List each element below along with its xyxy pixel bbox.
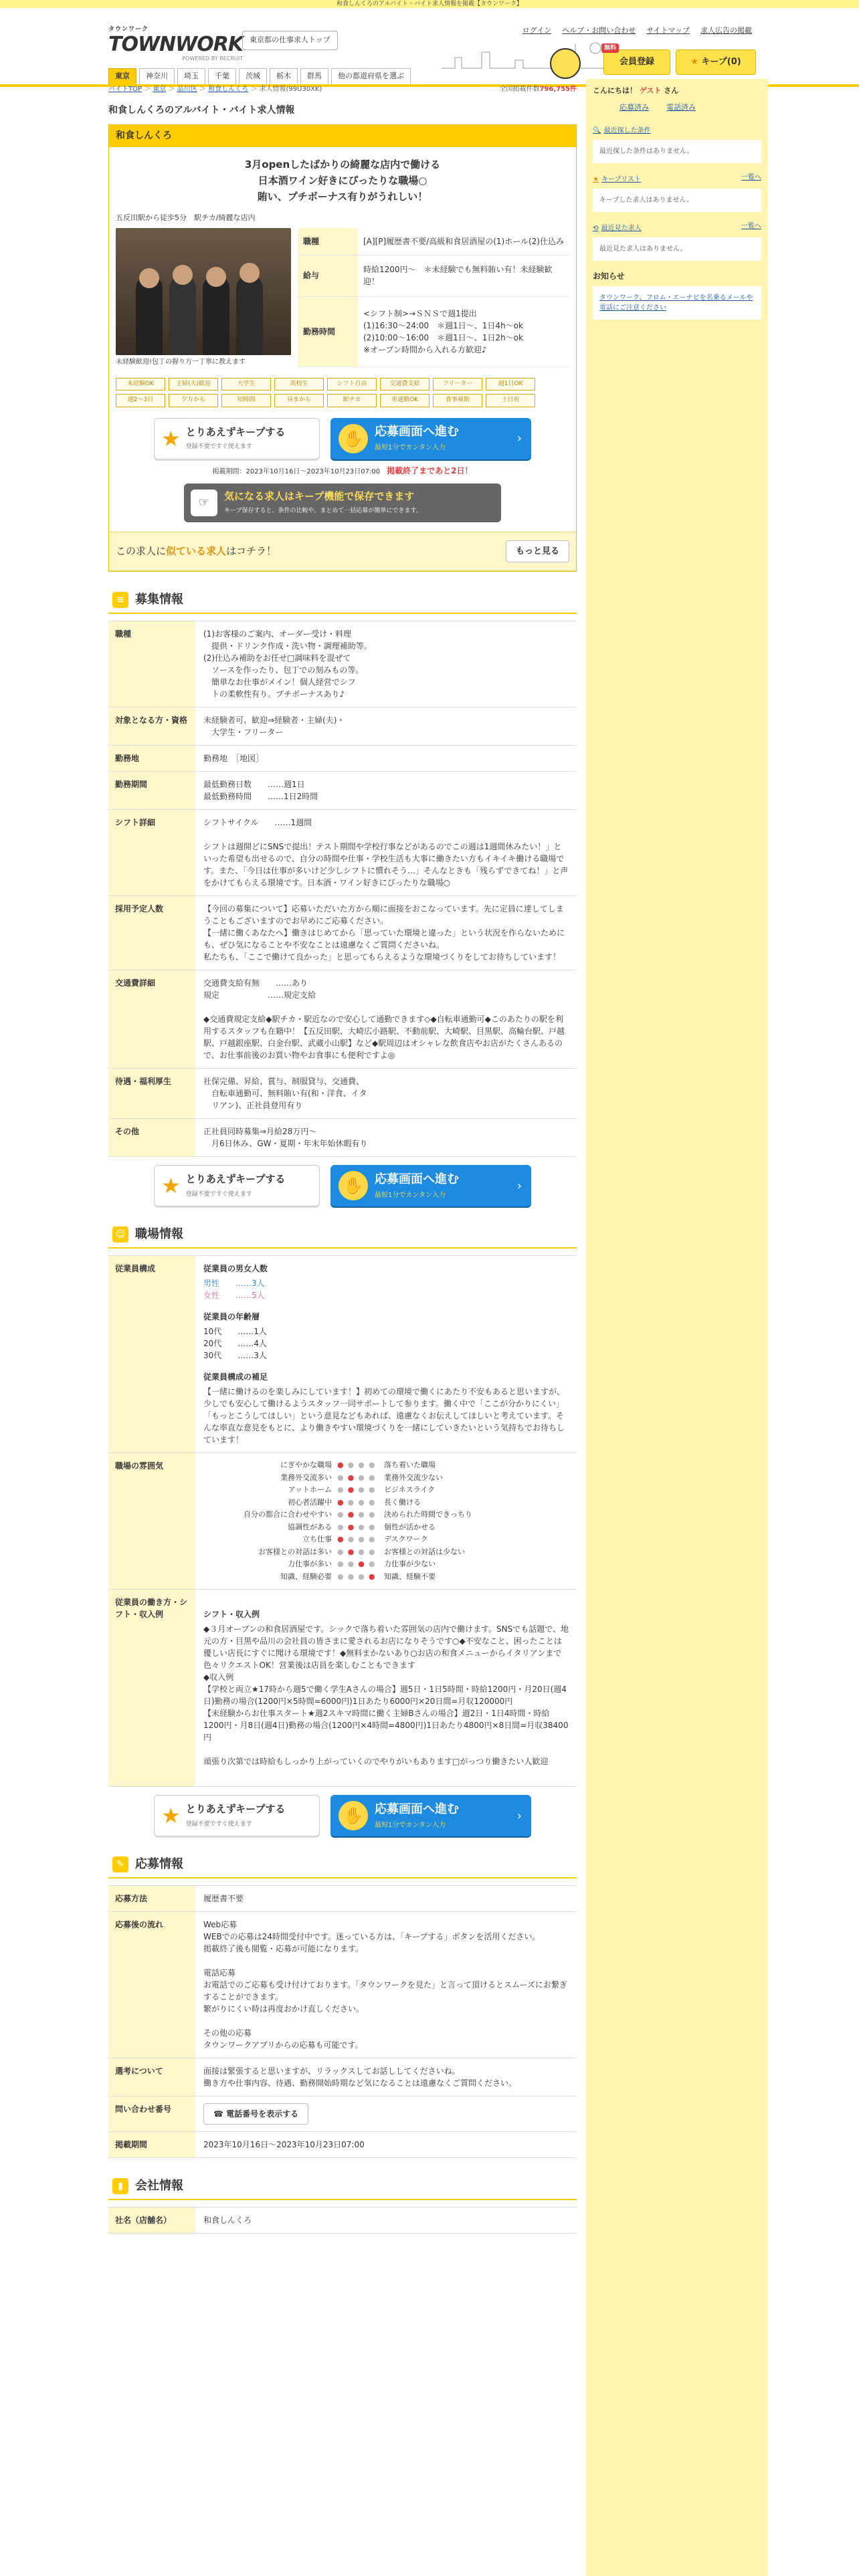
- register-button[interactable]: [603, 45, 670, 75]
- register-label: 会員登録: [619, 57, 654, 67]
- keep-list-link[interactable]: 一覧へ: [741, 174, 761, 181]
- chevron-right-icon: ›: [516, 1178, 522, 1193]
- help-link[interactable]: ヘルプ・お問い合わせ: [562, 26, 636, 35]
- mascot-icon: [550, 48, 581, 79]
- atmosphere-left-label: お客様との対話は多い: [258, 1547, 332, 1556]
- tag: 土日祝: [486, 394, 535, 407]
- tag: 週1日OK: [486, 378, 535, 391]
- area-top-button[interactable]: 東京都の仕事求人トップ: [242, 31, 338, 50]
- keep-button[interactable]: ★ とりあえずキープする 登録不要ですぐ使えます: [154, 418, 320, 459]
- keep-list-label: キープ(0): [701, 57, 741, 67]
- job-type: [A][P]履歴書不要/高級和食居酒屋の(1)ホール(2)仕込み: [358, 228, 569, 255]
- female-count: 女性 ……5人: [203, 1291, 265, 1300]
- crumb-tokyo[interactable]: 東京: [153, 86, 167, 93]
- star-icon: ★: [161, 1803, 181, 1828]
- posting-period: 掲載期間：2023年10月16日〜2023年10月23日07:00 掲載終了まであと2日！: [212, 465, 473, 475]
- star-icon: ★: [161, 425, 181, 451]
- cta-row-1: [109, 418, 576, 459]
- atmosphere-right-label: 落ち着いた職場: [384, 1461, 436, 1469]
- main-content: [108, 84, 577, 2234]
- header-links: [522, 25, 752, 37]
- page-title: 和食しんくろのアルバイト・バイト求人情報: [108, 105, 295, 116]
- tag: 高校生: [274, 378, 324, 391]
- recent-search-box: 🔍 最近探した条件 最近探した条件はありません。: [593, 124, 761, 163]
- company-heading: ▮ 会社情報: [108, 2177, 577, 2200]
- hand-icon: ✋: [339, 1171, 368, 1200]
- show-phone-button[interactable]: ☎ 電話番号を表示する: [203, 2103, 308, 2125]
- tag: 短時間: [221, 394, 271, 407]
- staff-photo[interactable]: [116, 228, 291, 355]
- star-icon: ★: [593, 176, 599, 183]
- nav-ibaraki[interactable]: 茨城: [239, 68, 267, 85]
- atmosphere-right-label: デスクワーク: [384, 1535, 428, 1543]
- atmosphere-right-label: 知識、経験不要: [384, 1572, 436, 1581]
- atmosphere-dots: ●●●●: [337, 1461, 379, 1469]
- star-icon: ★: [690, 57, 698, 67]
- male-count: 男性 ……3人: [203, 1279, 265, 1288]
- crumb-current: 求人情報(99U30XK): [259, 86, 322, 93]
- greeting: こんにちは！ ゲスト さん: [593, 86, 679, 95]
- shop-name: 和食しんくろ: [109, 125, 576, 147]
- nav-tokyo[interactable]: 東京: [108, 68, 136, 85]
- hand-icon: ✋: [339, 424, 368, 453]
- star-icon: ★: [161, 1173, 181, 1198]
- apply-button[interactable]: ✋ 応募画面へ進む 最短1分でカンタン入力 ›: [330, 418, 531, 459]
- sitemap-link[interactable]: サイトマップ: [646, 26, 690, 35]
- tag: 夕方から: [169, 394, 218, 407]
- keep-list-button[interactable]: [676, 49, 756, 75]
- atmosphere-dots: ●●●●: [337, 1560, 379, 1568]
- history-icon: ⟲: [593, 225, 599, 232]
- atmosphere-left-label: 力仕事が多い: [288, 1560, 332, 1568]
- atmosphere-dots: ●●●●: [337, 1522, 379, 1531]
- apply-table: 応募方法 履歴書不要 応募後の流れ Web応募 WEBでの応募は24時間受付中です。迷っている方は、「キープする」ボタンを活用ください。 掲載終了後も閲覧・応募が可能になります。 電話応募 お電話でのご応募も受け付けております。「タウンワークを見た」と言って頂けるとスムーズにお繋ぎすることができます。 繁がりにくい時は再度おかけ直しください。 その他の応募 タウンワークアプリからの応募も可能です。 選考について 面接は緊張すると思いますが、リラックスしてお話ししてくださいね。 働き方や仕事内容、待遇、勤務開始時期など気になることは遠慮なくご質問ください。 問い合わせ番号 ☎ 電話番号を表示する 掲載期間 2023年10月16日〜2023年10月23日07:00: [108, 1885, 577, 2158]
- deadline-text: 掲載終了まであと2日！: [387, 465, 473, 475]
- atmosphere-left-label: 自分の都合に合わせやすい: [244, 1510, 332, 1519]
- company-table: 社名（店舗名） 和食しんくろ: [108, 2207, 577, 2234]
- notice-box: お知らせ タウンワーク、フロム・エーナビを名乗るメールや電話にご注意ください: [593, 270, 761, 320]
- atmosphere-right-label: お客様との対話は少ない: [384, 1547, 465, 1556]
- atmosphere-dots: ●●●●: [337, 1535, 379, 1543]
- sidebar: [586, 79, 768, 2576]
- atmosphere-left-label: 立ち仕事: [302, 1535, 332, 1543]
- atmosphere-dots: ●●●●: [337, 1473, 379, 1482]
- more-similar-button[interactable]: もっと見る: [506, 540, 569, 563]
- crumb-shop[interactable]: 和食しんくろ: [208, 86, 249, 93]
- logo-small: タウンワーク: [108, 26, 149, 33]
- atmosphere-dots: ●●●●: [337, 1510, 379, 1519]
- chevron-right-icon: ›: [516, 1808, 522, 1823]
- apply-button[interactable]: ✋ 応募画面へ進む 最短1分でカンタン入力 ›: [330, 1795, 531, 1836]
- nav-tochigi[interactable]: 栃木: [270, 68, 298, 85]
- atmosphere-left-label: 知識、経験必要: [280, 1572, 332, 1581]
- atmosphere-scale: [203, 1460, 569, 1582]
- atmosphere-right-label: 長く働ける: [384, 1497, 421, 1507]
- tag: 主婦(夫)歓迎: [169, 378, 218, 391]
- keep-feature-note: ☞ 気になる求人はキープ機能で保存できます キープ保存すると、条件の比較や、まとめて一括応募が簡単にできます。: [184, 484, 501, 522]
- tag: 昼まから: [274, 394, 324, 407]
- work-location[interactable]: 勤務地 ［地図］: [195, 746, 577, 772]
- recruit-heading: ≡ 募集情報: [108, 591, 577, 614]
- crumb-shinagawa[interactable]: 品川区: [177, 86, 197, 93]
- atmosphere-left-label: 業務外交流多い: [280, 1473, 332, 1482]
- atmosphere-left-label: にぎやかな職場: [280, 1461, 332, 1469]
- total-count: 全国掲載件数796,755件: [499, 86, 577, 93]
- cityscape-illustration: [442, 37, 622, 70]
- cta-row-2: [108, 1165, 577, 1206]
- nav-other-prefecture[interactable]: 他の都道府県を選ぶ: [331, 68, 411, 85]
- similar-jobs-bar: この求人に似ている求人はコチラ！ もっと見る: [109, 532, 576, 572]
- workplace-table: 従業員構成 従業員の男女人数 男性 ……3人 女性 ……5人 従業員の年齢層 10代 ……1人 20代 ……4人 30代 ……3人 従業員構成の補足 【一緒に働けるのを楽しみにしています！】初めての環境で働くにあたり不安もあると思いますが、少しでも安心して働けるようスタッフ一同サポートして参ります。働く中で「ここが分かりにくい」「もっとこうしてほしい」という意見などもあれば、遠慮なくお伝えしてほしいと考えています。そんな率直な意見をもとに、より働きやすい環境づくりを一緒にしていきたいという気持ちでお待ちしています！ 職場の雰囲気 にぎやかな職場 ●●●● 落ち着いた職場 業務外交流多い ●●●● 業務外交流少ない アットホーム ●●●● ビジネスライク 初心者活躍中 ●●●● 長く働ける 自分の都合に合わせやすい ●●●● 決められた時間できっちり 協調性がある ●●●● 個性が活かせる 立ち仕事 ●●●● デスクワーク お客様との対話は多い ●●●● お客様との対話は少ない 力仕事が多い ●●●● 力仕事が少ない 知識、経験必要 ●●●● 知識、経験不要 従業員の働き方・シフト・収入例 シフト・収入例 ◆３月オープンの和食居酒屋です。シックで落ち着いた雰囲気の店内で働けます。SNSでも話題で、地元の方・目黒や品川の会社員の皆さまに愛されるお店になりそうです○◆不安なこと、困ったことは優しい店長にすぐに聞ける環境です！◆無料まかないあり○お店の和食メニューからイタリアンまで色々リクエストOK！営業後は店員を楽しむこともできます ◆収入例 【学校と両立★17時から週5で働く学生Aさんの場合】週5日・1日5時間・時給1200円・月20日(週4日)勤務の場合(1200円×5時間=6000円)1日あたり6000円×20日間=月収120000円 【未経験からお仕事スタート★週2スキマ時間に働く主婦Bさんの場合】週2日・1日4時間・時給1200円・月8日(週4日)勤務の場合(1200円×4時間=4800円)1日あたり4800円×8日間=月収38400円 頑張り次第では時給もしっかり上がっていくのでやりがいもあります□がっつり働きたい人歓迎: [108, 1255, 577, 1787]
- summary-table: 職種 [A][P]履歴書不要/高級和食居酒屋の(1)ホール(2)仕込み 給与 時給1200円〜 ＊未経験でも無料賄い有！未経験歓迎！ 勤務時間 <シフト制>→ＳＮＳで週1提出 (1)16:30〜24:00 ＊週1日〜、1日4h〜ok (2)10:00〜16:00 ＊週1日〜、1日2h〜ok ※オープン時間から入れる方歓迎♪: [298, 228, 569, 367]
- applied-link[interactable]: 応募済み: [619, 102, 649, 112]
- called-link[interactable]: 電話済み: [666, 102, 696, 112]
- feature-tags: [109, 371, 576, 410]
- atmosphere-right-label: ビジネスライク: [384, 1485, 436, 1494]
- job-summary-card: [108, 124, 577, 572]
- search-icon: 🔍: [593, 127, 601, 134]
- document-icon: ≡: [112, 592, 128, 608]
- tag: フリーター: [433, 378, 482, 391]
- top-strip: 和食しんくろのアルバイト・バイト求人情報を掲載【タウンワーク】: [0, 0, 859, 8]
- photo-caption: 未経験歓迎!包丁の握り方一丁寧に教えます: [116, 358, 246, 366]
- atmosphere-dots: ●●●●: [337, 1485, 379, 1494]
- apply-heading: ✎ 応募情報: [108, 1855, 577, 1879]
- work-hours: <シフト制>→ＳＮＳで週1提出 (1)16:30〜24:00 ＊週1日〜、1日4h〜ok (2)10:00〜16:00 ＊週1日〜、1日2h〜ok ※オープン時間から入れる方歓迎♪: [358, 296, 569, 366]
- atmosphere-left-label: 初心者活躍中: [288, 1497, 332, 1507]
- site-header: [0, 8, 859, 80]
- tag: 大学生: [221, 378, 271, 391]
- people-icon: ☺: [112, 1226, 128, 1243]
- atmosphere-right-label: 力仕事が少ない: [384, 1560, 436, 1568]
- tag: 交通費支給: [380, 378, 430, 391]
- nav-saitama[interactable]: 埼玉: [177, 68, 205, 85]
- recently-viewed-box: ⟲ 最近見た求人 一覧へ 最近見た求人はありません。: [593, 221, 761, 261]
- bookmark-icon: ▮: [112, 2178, 128, 2194]
- keep-button[interactable]: ★ とりあえずキープする 登録不要ですぐ使えます: [154, 1165, 320, 1206]
- nav-chiba[interactable]: 千葉: [208, 68, 236, 85]
- tag: 駅チカ: [327, 394, 377, 407]
- keep-list-box: ★ キープリスト 一覧へ キープした求人はありません。: [593, 173, 761, 212]
- prefecture-nav: [108, 68, 411, 85]
- crumb-top[interactable]: バイトTOP: [108, 86, 142, 93]
- keep-button[interactable]: ★ とりあえずキープする 登録不要ですぐ使えます: [154, 1795, 320, 1836]
- phone-icon: ☎: [213, 2109, 223, 2119]
- catch-copy: 3月openしたばかりの綺麗な店内で働ける 日本酒ワイン好きにぴったりな職場○ 賄い、プチボーナス有りがうれしい！: [244, 158, 441, 203]
- pencil-icon: ✎: [112, 1856, 128, 1872]
- atmosphere-right-label: 個性が活かせる: [384, 1522, 436, 1531]
- logo-text: TOWNWORK: [108, 32, 244, 56]
- atmosphere-dots: ●●●●: [337, 1497, 379, 1507]
- access-text: 五反田駅から徒歩5分 駅チカ/綺麗な店内: [116, 213, 256, 222]
- chevron-right-icon: ›: [516, 431, 522, 445]
- tag: 週2〜3日: [116, 394, 165, 407]
- tag: シフト自由: [327, 378, 377, 391]
- tag: 車通勤OK: [380, 394, 430, 407]
- viewed-list-link[interactable]: 一覧へ: [741, 223, 761, 230]
- apply-button[interactable]: ✋ 応募画面へ進む 最短1分でカンタン入力 ›: [330, 1165, 531, 1206]
- atmosphere-right-label: 決められた時間できっちり: [384, 1510, 472, 1519]
- recruit-table: 職種 (1)お客様のご案内、オーダー受け・料理 提供・ドリンク作成・洗い物・調理補助等。 (2)仕込み補助をお任せ□調味料を混ぜて ソースを作ったり、包丁での刻みもの等。 簡単なお仕事がメイン！個人経営でシフ トの柔軟性有り。プチボーナスあり♪ 対象となる方・資格 未経験者可、歓迎⇒経験者・主婦(夫)・ 大学生・フリーター 勤務地 勤務地 ［地図］ 勤務期間 最低勤務日数 ……週1日 最低勤務時間 ……1日2時間 シフト詳細 シフトサイクル ……1週間 シフトは週開どにSNSで提出！テスト期間や学校行事などがあるのでこの週は1週間休みたい！」といった希望も出せるので、自分の時間や仕事・学校生活も大事に働きたい方もイキイキ働ける職場です。また、「今日は仕事が多いけど少しシフトに慣れそう…」そんなときも「残らずできてね！」と声をかけてもらえる環境です。日本酒・ワイン好きにぴったりな職場○ 採用予定人数 【今回の募集について】応募いただいた方から順に面接をおこなっています。先に定員に達してしまうこともございますのでお早めにご応募ください。 【一緒に働くあなたへ】働きはじめてから「思っていた環境と違った」という状況を作らないためにも、ぜひ気になることや不安なことは遠慮なくご質問くださいね。 私たちも、「ここで働けて良かった」と思ってもらえるような環境づくりをしてお待ちしています！ 交通費詳細 交通費支給有無 ……あり 規定 ……規定支給 ◆交通費規定支給◆駅チカ・駅近なので安心して通勤できます◇◆自転車通勤可◆このあたりの駅を利用するスタッフも在籍中！【五反田駅、大崎広小路駅、不動前駅、大崎駅、目黒駅、高輪台駅、戸越駅、戸越銀座駅、白金台駅、武蔵小山駅】など◆駅周辺はオシャレな飲食店やお店がたくさんあるので、お仕事前後のお買い物やお食事にも便利ですよ◎ 待遇・福利厚生 社保完備、昇給、賞与、制服貸与、交通費、 自転車通勤可、無料賄い有(和・洋食、イタ リアン)、正社員登用有り その他 正社員同時募集⇒月給28万円〜 月6日休み、GW・夏期・年末年始休暇有り: [108, 621, 577, 1157]
- total-count-value: 796,755件: [539, 86, 577, 93]
- nav-gunma[interactable]: 群馬: [300, 68, 328, 85]
- hand-icon: ☞: [191, 490, 217, 516]
- townwork-logo[interactable]: [108, 25, 243, 63]
- logo-by: POWERED BY RECRUIT: [182, 55, 244, 62]
- atmosphere-right-label: 業務外交流少ない: [384, 1473, 443, 1482]
- atmosphere-dots: ●●●●: [337, 1572, 379, 1581]
- notice-link[interactable]: タウンワーク、フロム・エーナビを名乗るメールや電話にご注意ください: [593, 286, 761, 320]
- post-ad-link[interactable]: 求人広告の掲載: [700, 26, 752, 35]
- atmosphere-dots: ●●●●: [337, 1547, 379, 1556]
- salary: 時給1200円〜 ＊未経験でも無料賄い有！未経験歓迎！: [358, 255, 569, 296]
- nav-kanagawa[interactable]: 神奈川: [139, 68, 175, 85]
- atmosphere-left-label: 協調性がある: [288, 1522, 332, 1531]
- cta-row-3: [108, 1795, 577, 1836]
- breadcrumb: バイトTOP ＞ 東京 ＞ 品川区 ＞ 和食しんくろ ＞ 求人情報(99U30XK) 全国掲載件数796,755件: [108, 86, 577, 93]
- atmosphere-left-label: アットホーム: [288, 1485, 332, 1494]
- login-link[interactable]: ログイン: [522, 26, 552, 35]
- workplace-heading: ☺ 職場情報: [108, 1225, 577, 1249]
- hand-icon: ✋: [339, 1801, 368, 1830]
- free-badge: 無料: [601, 43, 619, 53]
- tag: 食事補助: [433, 394, 482, 407]
- tag: 未経験OK: [116, 378, 165, 391]
